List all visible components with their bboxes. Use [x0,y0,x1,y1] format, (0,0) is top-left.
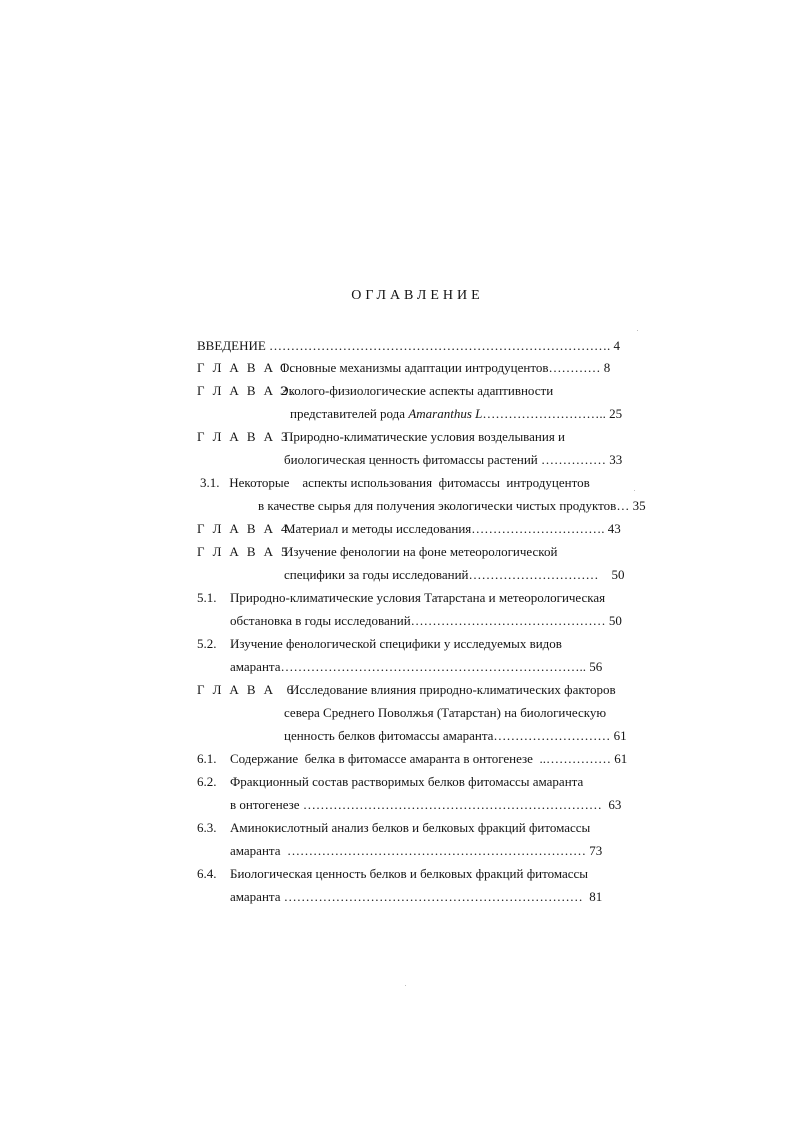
toc-chapter-2-text: представителей рода [290,406,409,421]
scan-speck [405,985,406,986]
toc-chapter-3-label: Г Л А В А 3. [197,429,296,444]
toc-chapter-4-label: Г Л А В А 4. [197,521,296,536]
toc-chapter-4-title: Материал и методы исследования…………………………. 43 [284,521,621,536]
toc-chapter-3-title-line-2: биологическая ценность фитомассы растений …………… 33 [284,452,623,467]
toc-chapter-2-title-line-2 [290,406,622,422]
toc-section-6-1-number: 6.1. [197,751,217,766]
toc-section-6-1-line-1: Содержание белка в фитомассе амаранта в онтогенезе ..…………… 61 [230,751,628,766]
toc-section-5-2-line-1: Изучение фенологической специфики у исследуемых видов [230,636,562,651]
toc-section-6-3-line-1: Аминокислотный анализ белков и белковых фракций фитомассы [230,820,591,835]
toc-section-6-2-line-1: Фракционный состав растворимых белков фитомассы амаранта [230,774,584,789]
toc-chapter-2-genus: Amaranthus L [408,406,483,421]
toc-chapter-6-title-line-3: ценность белков фитомассы амаранта……………………… 61 [284,728,627,743]
toc-chapter-5-label: Г Л А В А 5. [197,544,296,559]
toc-section-5-1-number: 5.1. [197,590,217,605]
toc-chapter-1-title: Основные механизмы адаптации интродуцентов………… 8 [280,360,611,375]
scan-speck [634,490,635,491]
toc-chapter-2-label: Г Л А В А 2. [197,383,296,398]
toc-section-5-1-line-2: обстановка в годы исследований……………………………………… 50 [230,613,622,628]
toc-section-6-2-number: 6.2. [197,774,217,789]
toc-section-5-1-line-1: Природно-климатические условия Татарстана и метеорологическая [230,590,606,605]
toc-chapter-5-title-line-2: специфики за годы исследований………………………… 50 [284,567,625,582]
toc-section-3-1-line-1: 3.1. Некоторые аспекты использования фитомассы интродуцентов [200,475,590,490]
toc-section-5-2-line-2: амаранта…………………………………………………………….. 56 [230,659,603,674]
toc-section-6-2-line-2: в онтогенезе …………………………………………………………… 63 [230,797,622,812]
scan-speck [637,330,638,331]
toc-chapter-6-title-line-1: Исследование влияния природно-климатических факторов [290,682,616,697]
toc-section-6-4-number: 6.4. [197,866,217,881]
toc-section-6-3-number: 6.3. [197,820,217,835]
toc-chapter-1-label: Г Л А В А 1. [197,360,296,375]
toc-chapter-2-title-line-1: Эколого-физиологические аспекты адаптивности [280,383,554,398]
toc-entry-intro: ВВЕДЕНИЕ ……………………………………………………………………. 4 [197,338,621,353]
page-title: ОГЛАВЛЕНИЕ [351,288,484,303]
toc-section-3-1-line-2: в качестве сырья для получения экологически чистых продуктов… 35 [258,498,646,513]
toc-chapter-2-page: ……………………….. 25 [482,406,623,421]
toc-chapter-3-title-line-1: Природно-климатические условия возделывания и [284,429,566,444]
toc-chapter-6-title-line-2: севера Среднего Поволжья (Татарстан) на биологическую [284,705,607,720]
toc-chapter-6-label: Г Л А В А 6. [197,682,302,697]
toc-section-5-2-number: 5.2. [197,636,217,651]
toc-chapter-5-title-line-1: Изучение фенологии на фоне метеорологической [284,544,558,559]
toc-section-6-4-line-2: амаранта …………………………………………………………… 81 [230,889,603,904]
toc-section-6-3-line-2: амаранта …………………………………………………………… 73 [230,843,603,858]
toc-section-6-4-line-1: Биологическая ценность белков и белковых фракций фитомассы [230,866,589,881]
